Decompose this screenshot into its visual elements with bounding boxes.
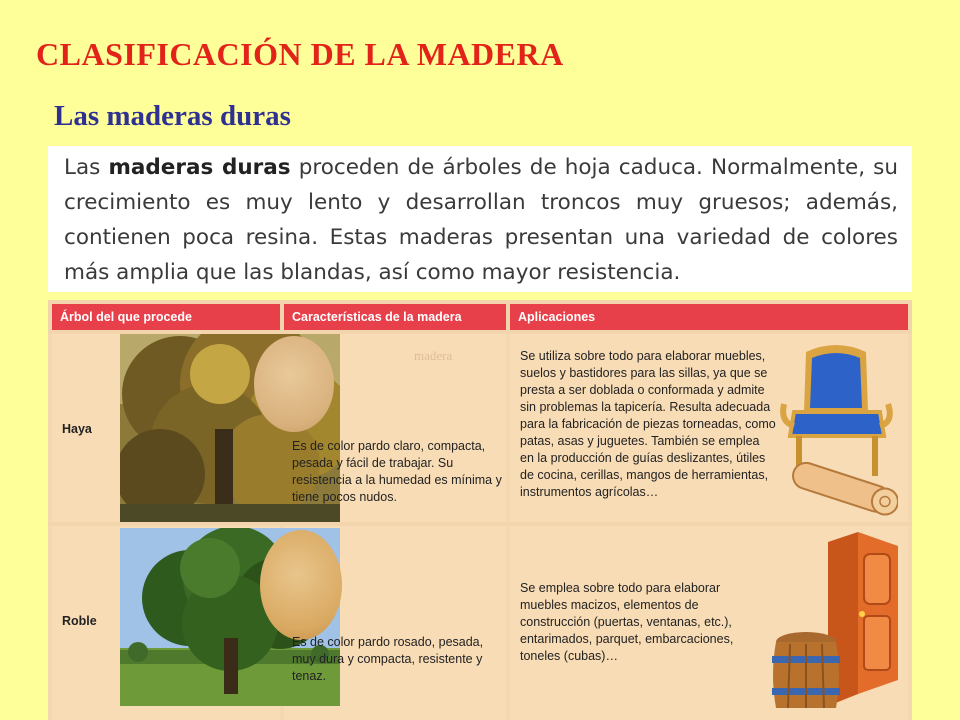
roble-wood-sample [260,530,342,640]
tree-name-roble: Roble [62,614,97,628]
table-row-haya [48,334,912,522]
header-applications: Aplicaciones [510,304,908,330]
chair-illustration [776,342,898,518]
page-title: CLASIFICACIÓN DE LA MADERA [36,36,564,72]
intro-prefix: Las [64,155,109,180]
intro-bold: maderas duras [108,155,291,180]
table-header [48,300,912,332]
wood-table [48,300,912,720]
tree-name-haya: Haya [62,422,92,436]
intro-rest: proceden de árboles de hoja caduca. Normalmente, su crecimiento es muy lento y desarrollan troncos muy gruesos; además, contienen poca resina. Estas maderas presentan una variedad de colores más amplia que las blandas, así como mayor resistencia. [64,155,898,285]
applications-text-roble: Se emplea sobre todo para elaborar muebles macizos, elementos de construcción (puertas, ventanas, etc.), entarimados, parquet, embarcaciones, toneles (cubas)… [520,581,734,663]
header-characteristics: Características de la madera [284,304,506,330]
ghost-text: madera [414,348,453,363]
header-tree: Árbol del que procede [52,304,280,330]
section-subtitle: Las maderas duras [54,100,291,132]
haya-wood-sample [254,336,334,432]
applications-text-haya: Se utiliza sobre todo para elaborar muebles, suelos y bastidores para las sillas, ya que se presta a ser doblada o conformada y admite sin problemas la tapicería. Resulta adecuada para la fabricación de piezas torneadas, como patas, asas y juguetes. También se emplea en la producción de guías deslizantes, útiles de cocina, cerillas, mangos de herramientas, instrumentos agrícolas… [520,349,776,499]
table-row-roble [48,526,912,720]
characteristics-text-roble: Es de color pardo rosado, pesada, muy dura y compacta, resistente y tenaz. [292,635,484,683]
intro-paragraph [48,146,912,292]
characteristics-text-haya: Es de color pardo claro, compacta, pesada y fácil de trabajar. Su resistencia a la humedad es mínima y tiene pocos nudos. [292,439,502,504]
door-barrel-illustration [766,530,906,720]
